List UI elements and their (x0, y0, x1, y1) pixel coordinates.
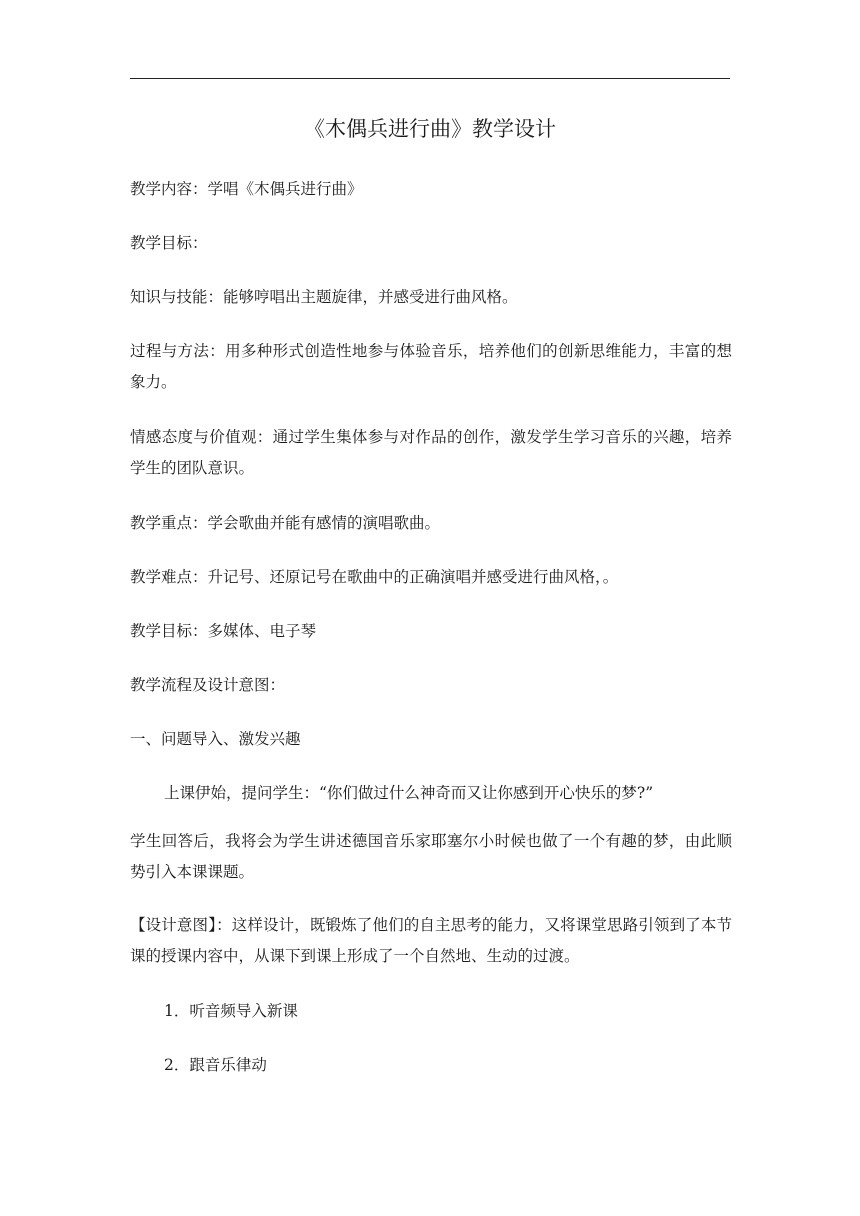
paragraph-difficult-points: 教学难点：升记号、还原记号在歌曲中的正确演唱并感受进行曲风格，。 (130, 568, 619, 586)
paragraph-opening-question: 上课伊始，提问学生：“你们做过什么神奇而又让你感到开心快乐的梦?” (164, 784, 654, 802)
paragraph-key-points: 教学重点：学会歌曲并能有感情的演唱歌曲。 (130, 514, 441, 532)
paragraph-teaching-goals-heading: 教学目标： (130, 234, 208, 252)
paragraph-teaching-tools: 教学目标：多媒体、电子琴 (130, 622, 317, 640)
paragraph-student-answer: 学生回答后，我将会为学生讲述德国音乐家耶塞尔小时候也做了一个有趣的梦，由此顺势引入本课课题。 (130, 832, 732, 881)
paragraph-teaching-content: 教学内容：学唱《木偶兵进行曲》 (130, 180, 363, 198)
paragraph-process-methods: 过程与方法：用多种形式创造性地参与体验音乐，培养他们的创新思维能力，丰富的想象力。 (130, 342, 732, 391)
document-title: 《木偶兵进行曲》教学设计 (304, 117, 556, 141)
paragraph-emotion-values: 情感态度与价值观：通过学生集体参与对作品的创作，激发学生学习音乐的兴趣，培养学生的团队意识。 (130, 428, 732, 477)
list-item-music-rhythm: 2．跟音乐律动 (164, 1056, 267, 1074)
paragraph-knowledge-skills: 知识与技能：能够哼唱出主题旋律，并感受进行曲风格。 (130, 288, 518, 306)
header-rule (130, 78, 730, 79)
section-heading-1: 一、问题导入、激发兴趣 (130, 730, 301, 748)
paragraph-design-intent: 【设计意图】：这样设计，既锻炼了他们的自主思考的能力，又将课堂思路引领到了本节课的授课内容中，从课下到课上形成了一个自然地、生动的过渡。 (130, 916, 732, 965)
paragraph-teaching-flow: 教学流程及设计意图： (130, 676, 286, 694)
list-item-listen-audio: 1．听音频导入新课 (164, 1002, 298, 1020)
